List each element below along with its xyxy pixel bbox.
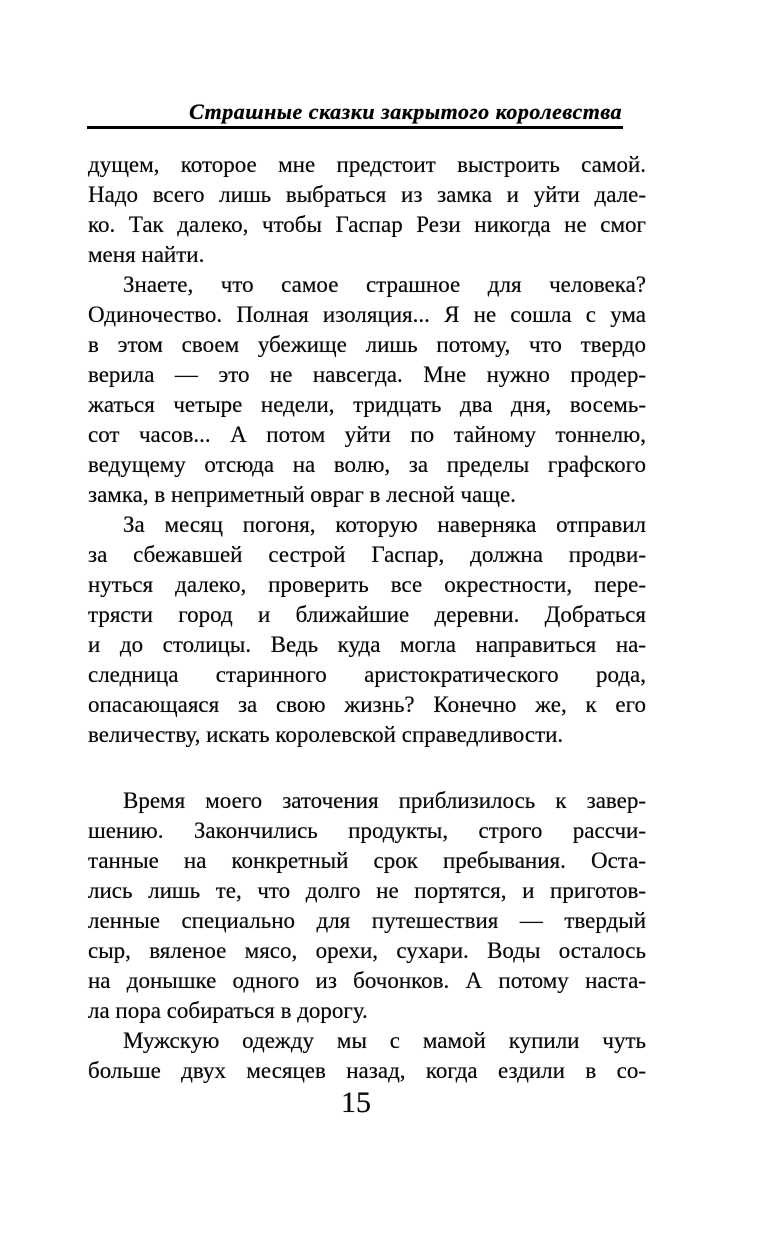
- text-line: ленные специально для путешествия — твердый: [88, 908, 646, 933]
- text-line: опасающаяся за свою жизнь? Конечно же, к его: [88, 692, 646, 717]
- text-line: следница старинного аристократического рода,: [88, 662, 646, 687]
- text-line: танные на конкретный срок пребывания. Оста-: [88, 848, 646, 873]
- text-line: за сбежавшей сестрой Гаспар, должна продви-: [88, 542, 646, 567]
- text-line: меня найти.: [88, 242, 205, 267]
- text-line: За месяц погоня, которую наверняка отправил: [123, 512, 646, 537]
- text-line: больше двух месяцев назад, когда ездили в со-: [88, 1058, 646, 1083]
- text-line: величеству, искать королевской справедливости.: [88, 722, 564, 747]
- text-line: лись лишь те, что долго не портятся, и приготов-: [88, 878, 646, 903]
- text-line: Одиночество. Полная изоляция... Я не сошла с ума: [88, 302, 646, 327]
- text-line: ко. Так далеко, чтобы Гаспар Рези никогда не смог: [88, 212, 646, 237]
- page-body: [88, 150, 646, 1086]
- text-line: сот часов... А потом уйти по тайному тоннелю,: [88, 422, 646, 447]
- text-line: жаться четыре недели, тридцать два дня, восемь-: [88, 392, 646, 417]
- header-divider: [87, 126, 623, 129]
- page-number: 15: [341, 1086, 371, 1119]
- text-line: Знаете, что самое страшное для человека?: [123, 272, 646, 297]
- text-line: трясти город и ближайшие деревни. Добраться: [88, 602, 646, 627]
- paragraph: [88, 510, 646, 750]
- text-line: ла пора собираться в дорогу.: [88, 998, 368, 1023]
- text-line: сыр, вяленое мясо, орехи, сухари. Воды осталось: [88, 938, 646, 963]
- text-line: замка, в неприметный овраг в лесной чаще.: [88, 482, 516, 507]
- text-line: нуться далеко, проверить все окрестности, пере-: [88, 572, 646, 597]
- paragraph: [88, 150, 646, 270]
- paragraph: [88, 786, 646, 1026]
- text-line: ведущему отсюда на волю, за пределы графского: [88, 452, 646, 477]
- paragraph: [88, 1026, 646, 1086]
- text-line: Время моего заточения приблизилось к завер-: [123, 788, 646, 813]
- text-line: дущем, которое мне предстоит выстроить самой.: [88, 152, 646, 177]
- paragraph: [88, 270, 646, 510]
- running-header-title: Страшные сказки закрытого королевства: [189, 99, 622, 124]
- text-line: в этом своем убежище лишь потому, что твердо: [88, 332, 646, 357]
- text-line: верила — это не навсегда. Мне нужно продер-: [88, 362, 646, 387]
- text-line: шению. Закончились продукты, строго рассчи-: [88, 818, 646, 843]
- text-line: и до столицы. Ведь куда могла направиться на-: [88, 632, 646, 657]
- text-line: на донышке одного из бочонков. А потому наста-: [88, 968, 646, 993]
- text-line: Надо всего лишь выбраться из замка и уйти дале-: [88, 182, 646, 207]
- text-line: Мужскую одежду мы с мамой купили чуть: [123, 1028, 646, 1053]
